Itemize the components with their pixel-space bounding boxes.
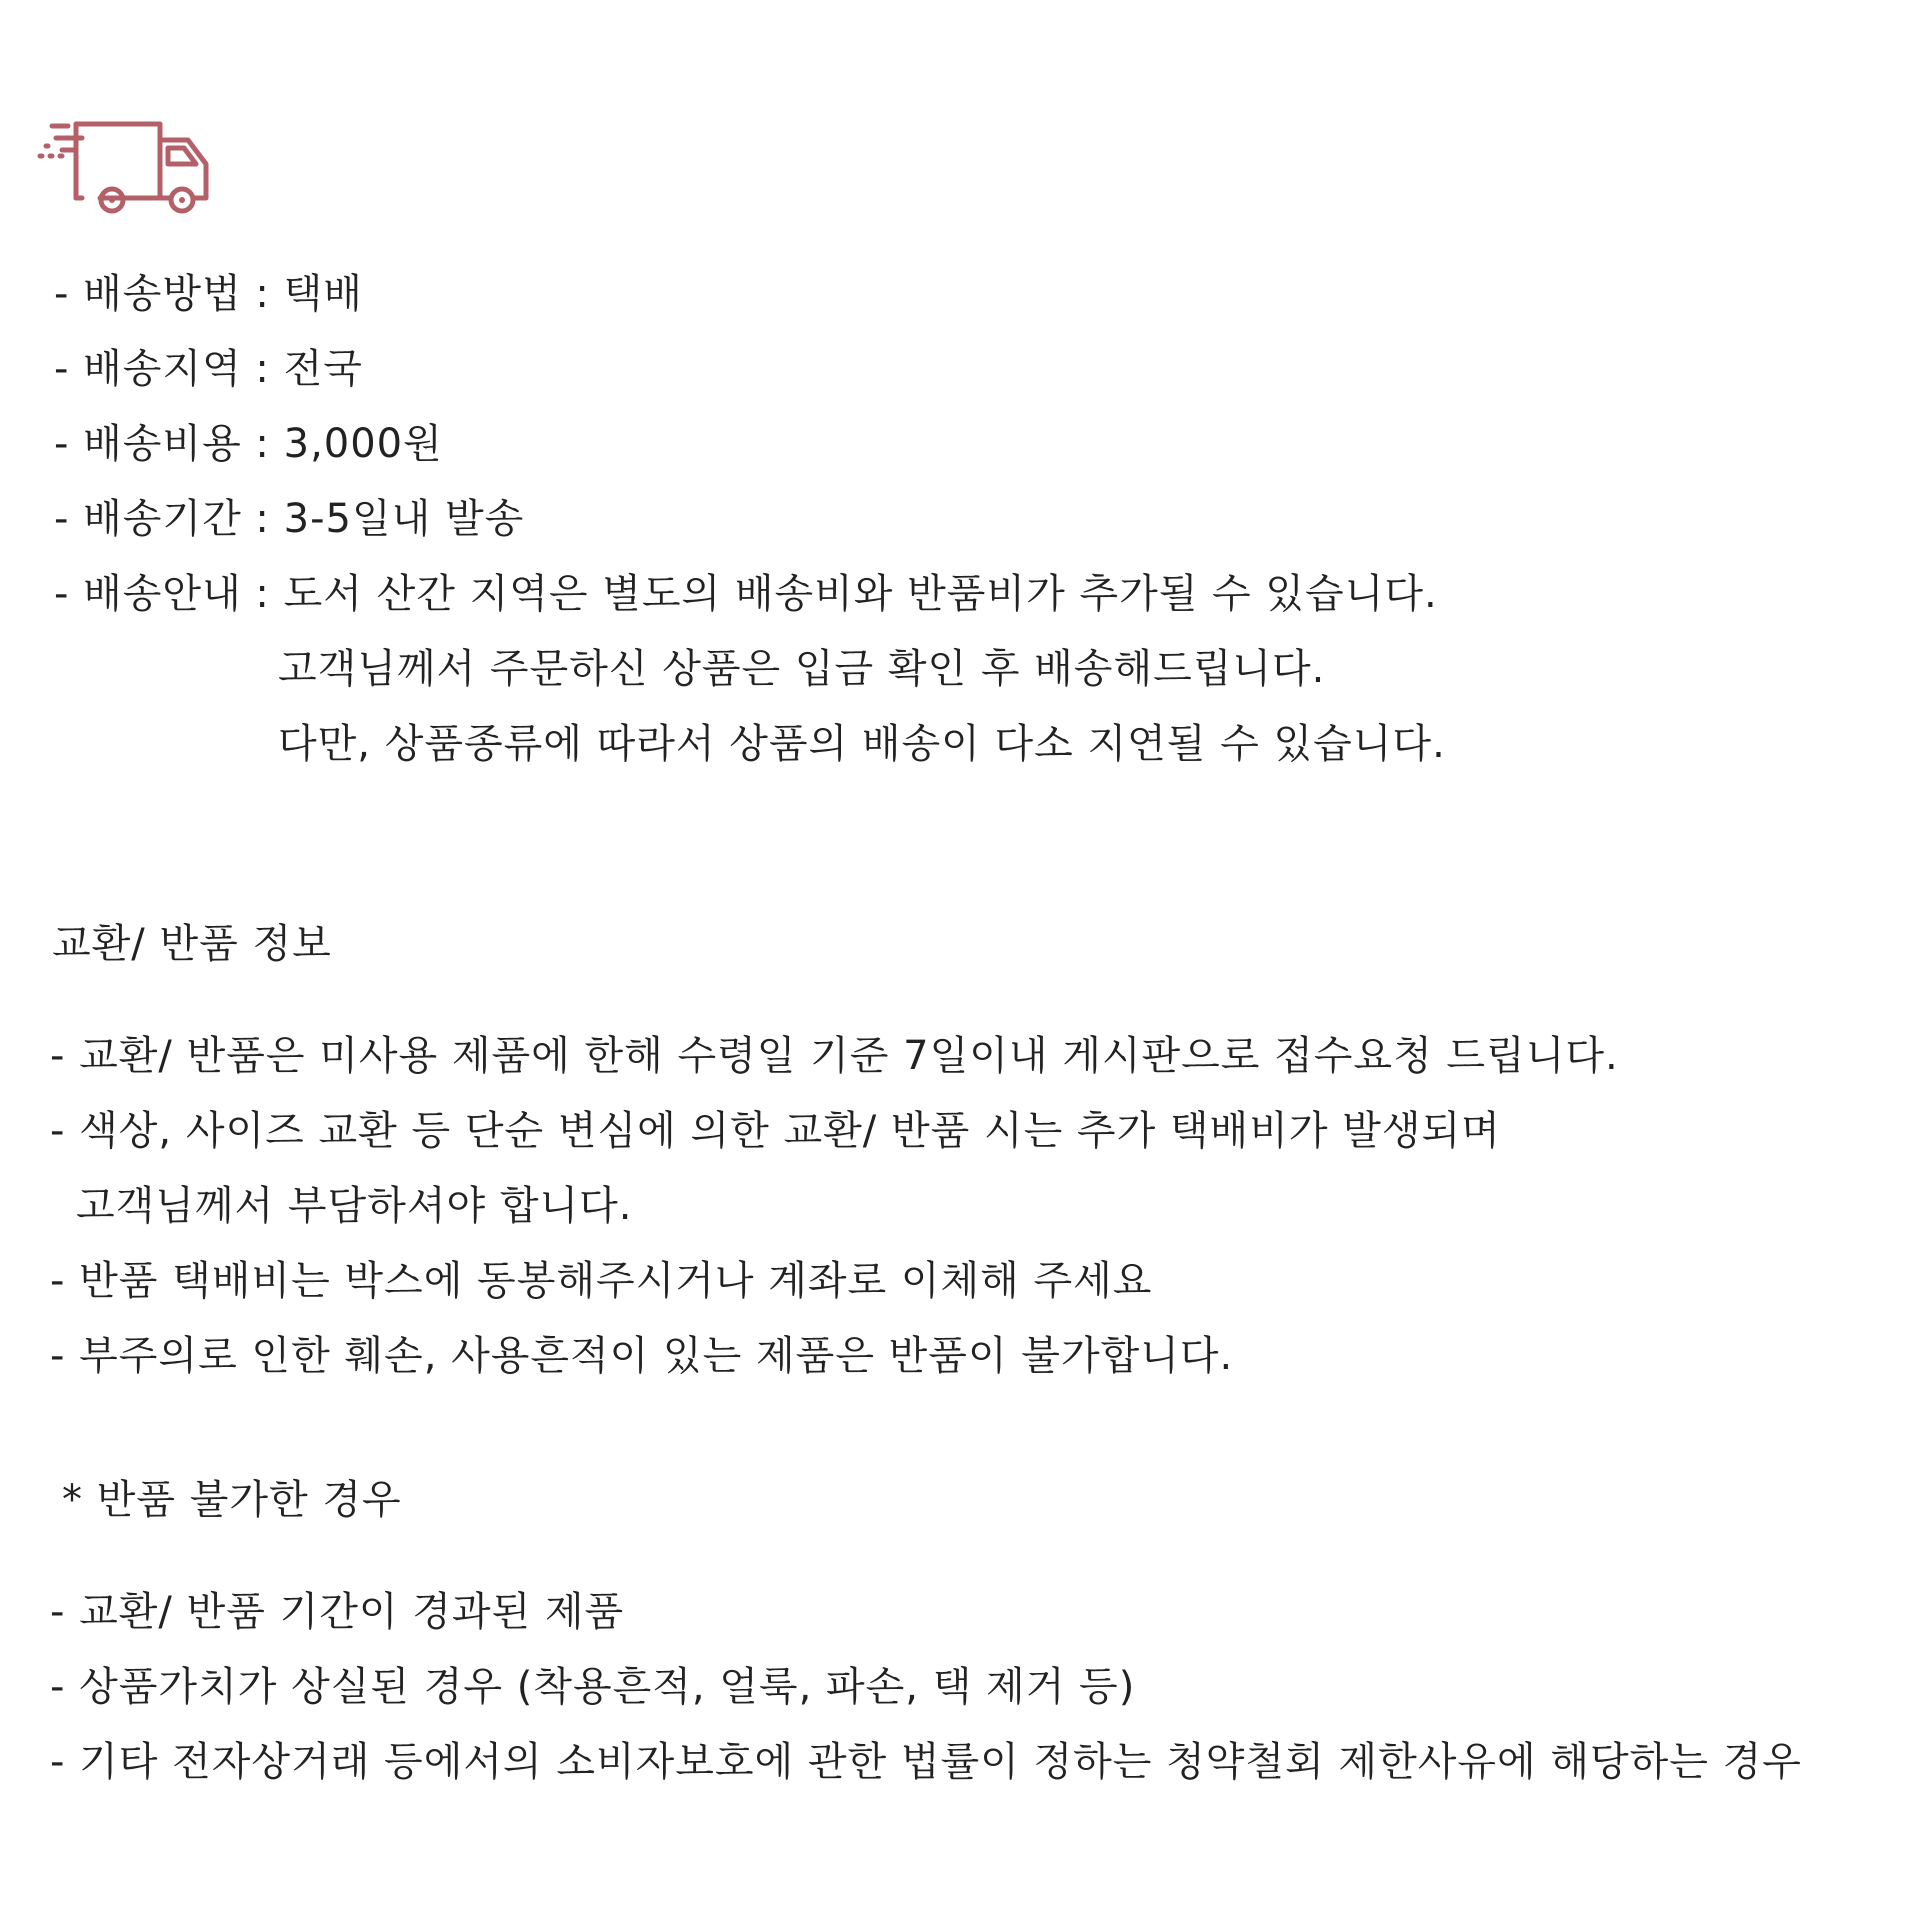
not-returnable-item-2: - 상품가치가 상실된 경우 (착용흔적, 얼룩, 파손, 택 제거 등) (50, 1664, 1136, 1710)
not-returnable-title: * 반품 불가한 경우 (62, 1477, 402, 1523)
delivery-truck-icon (36, 118, 222, 214)
shipping-guide-line-2: 고객님께서 주문하신 상품은 입금 확인 후 배송해드립니다. (278, 646, 1326, 692)
shipping-region: - 배송지역 : 전국 (54, 346, 363, 392)
shipping-method: - 배송방법 : 택배 (54, 271, 363, 317)
shipping-guide-line-1: - 배송안내 : 도서 산간 지역은 별도의 배송비와 반품비가 추가될 수 있습니다. (54, 571, 1438, 617)
exchange-item-2: - 색상, 사이즈 교환 등 단순 변심에 의한 교환/ 반품 시는 추가 택배비가 발생되며 (50, 1108, 1501, 1154)
shipping-cost: - 배송비용 : 3,000원 (54, 421, 443, 467)
not-returnable-item-1: - 교환/ 반품 기간이 경과된 제품 (50, 1589, 625, 1635)
not-returnable-item-3: - 기타 전자상거래 등에서의 소비자보호에 관한 법률이 정하는 청약철회 제한사유에 해당하는 경우 (50, 1739, 1802, 1785)
exchange-return-title: 교환/ 반품 정보 (52, 921, 332, 967)
shipping-guide-line-3: 다만, 상품종류에 따라서 상품의 배송이 다소 지연될 수 있습니다. (278, 721, 1446, 767)
shipping-period: - 배송기간 : 3-5일내 발송 (54, 496, 525, 542)
exchange-item-2-continued: 고객님께서 부담하셔야 합니다. (76, 1183, 633, 1229)
exchange-item-1: - 교환/ 반품은 미사용 제품에 한해 수령일 기준 7일이내 게시판으로 접수요청 드립니다. (50, 1033, 1619, 1079)
exchange-item-4: - 부주의로 인한 훼손, 사용흔적이 있는 제품은 반품이 불가합니다. (50, 1333, 1234, 1379)
exchange-item-3: - 반품 택배비는 박스에 동봉해주시거나 계좌로 이체해 주세요 (50, 1258, 1153, 1304)
